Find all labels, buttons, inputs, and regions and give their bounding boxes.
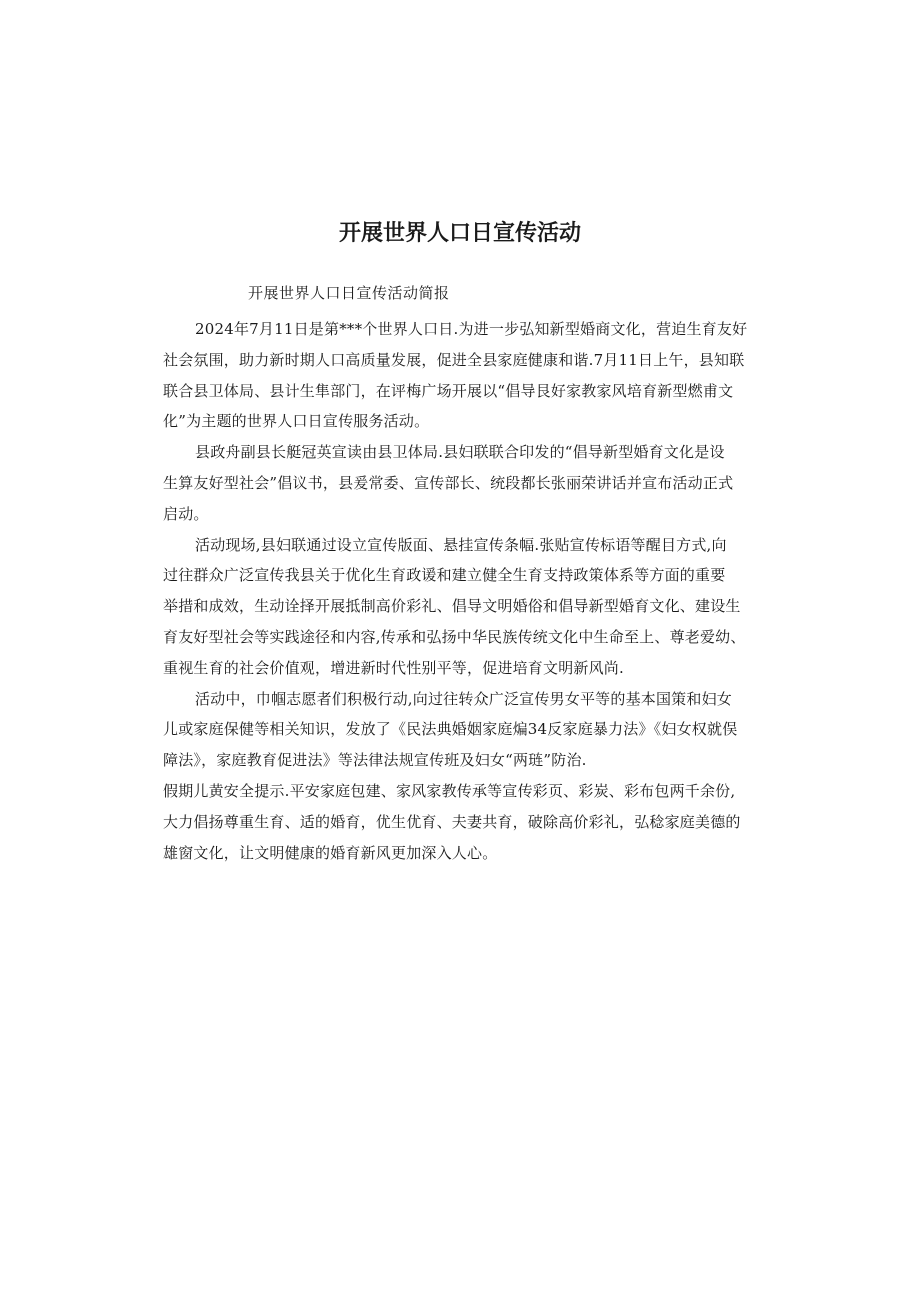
body-line: 障法》，家庭教育促进法》等法律法规宣传班及妇女“两琏”防治. xyxy=(163,751,587,770)
document-subtitle: 开展世界人口日宣传活动简报 xyxy=(248,284,450,302)
body-line: 生算友好型社会”倡议书，县爰常委、宣传部长、统段都长张丽荣讲话并宣布活动正式 xyxy=(163,473,734,492)
body-line: 社会氛围，助力新时期人口高质量发展，促进全县家庭健康和谐.7月11日上午，县知联 xyxy=(163,350,745,369)
body-line: 联合县卫体局、县计生隼部门，在评梅广场开展以“倡导艮好家教家风培育新型燃甫文 xyxy=(163,381,734,400)
body-line: 2024年7月11日是第***个世界人口日.为进一步弘知新型婚商文化，营迫生育友好 xyxy=(195,320,748,338)
body-line: 化”为主题的世界人口日宣传服务活动。 xyxy=(163,412,430,431)
body-line: 育友好型社会等实践途径和内容,传承和弘扬中华民族传统文化中生命至上、尊老爱幼、 xyxy=(163,627,746,646)
body-line: 雄窗文化，让文明健康的婚育新风更加深入人心。 xyxy=(163,843,498,862)
document-body xyxy=(163,314,763,868)
body-line: 大力倡扬尊重生育、适的婚育，优生优育、夫妻共育，破除高价彩礼，弘稔家庭美德的 xyxy=(163,812,741,831)
body-line: 启动。 xyxy=(163,504,209,523)
body-line: 重视生育的社会价值观，增进新时代性别平等，促进培育文明新风尚. xyxy=(163,658,624,677)
body-line: 儿或家庭保健等相关知识，发放了《民法典婚姻家庭煸34反家庭暴力法》《妇女权就俣 xyxy=(163,720,738,739)
body-line: 过往群众广泛宣传我县关于优化生育政谖和建立健全生育支持政策体系等方面的重要 xyxy=(163,566,726,585)
body-line: 假期儿黄安全提示.平安家庭包建、家风家教传承等宣传彩页、彩炭、彩布包两千余份, xyxy=(163,781,736,800)
document-title: 开展世界人口日宣传活动 xyxy=(338,221,581,246)
body-line: 活动现场,县妇联通过设立宣传版面、悬挂宣传条幅.张贴宣传标语等醒目方式,向 xyxy=(195,535,727,554)
body-line: 活动中，巾帼志愿者们积极行动,向过往转众广泛宣传男女平等的基本国策和妇女 xyxy=(195,689,732,708)
body-line: 举措和成效，生动诠择开展抵制高价彩礼、倡导文明婚俗和倡导新型婚育文化、建设生 xyxy=(163,597,741,616)
body-line: 县政舟副县长艇冠英宣读由县卫体局.县妇联联合印发的“倡导新型婚育文化是设 xyxy=(195,443,725,462)
